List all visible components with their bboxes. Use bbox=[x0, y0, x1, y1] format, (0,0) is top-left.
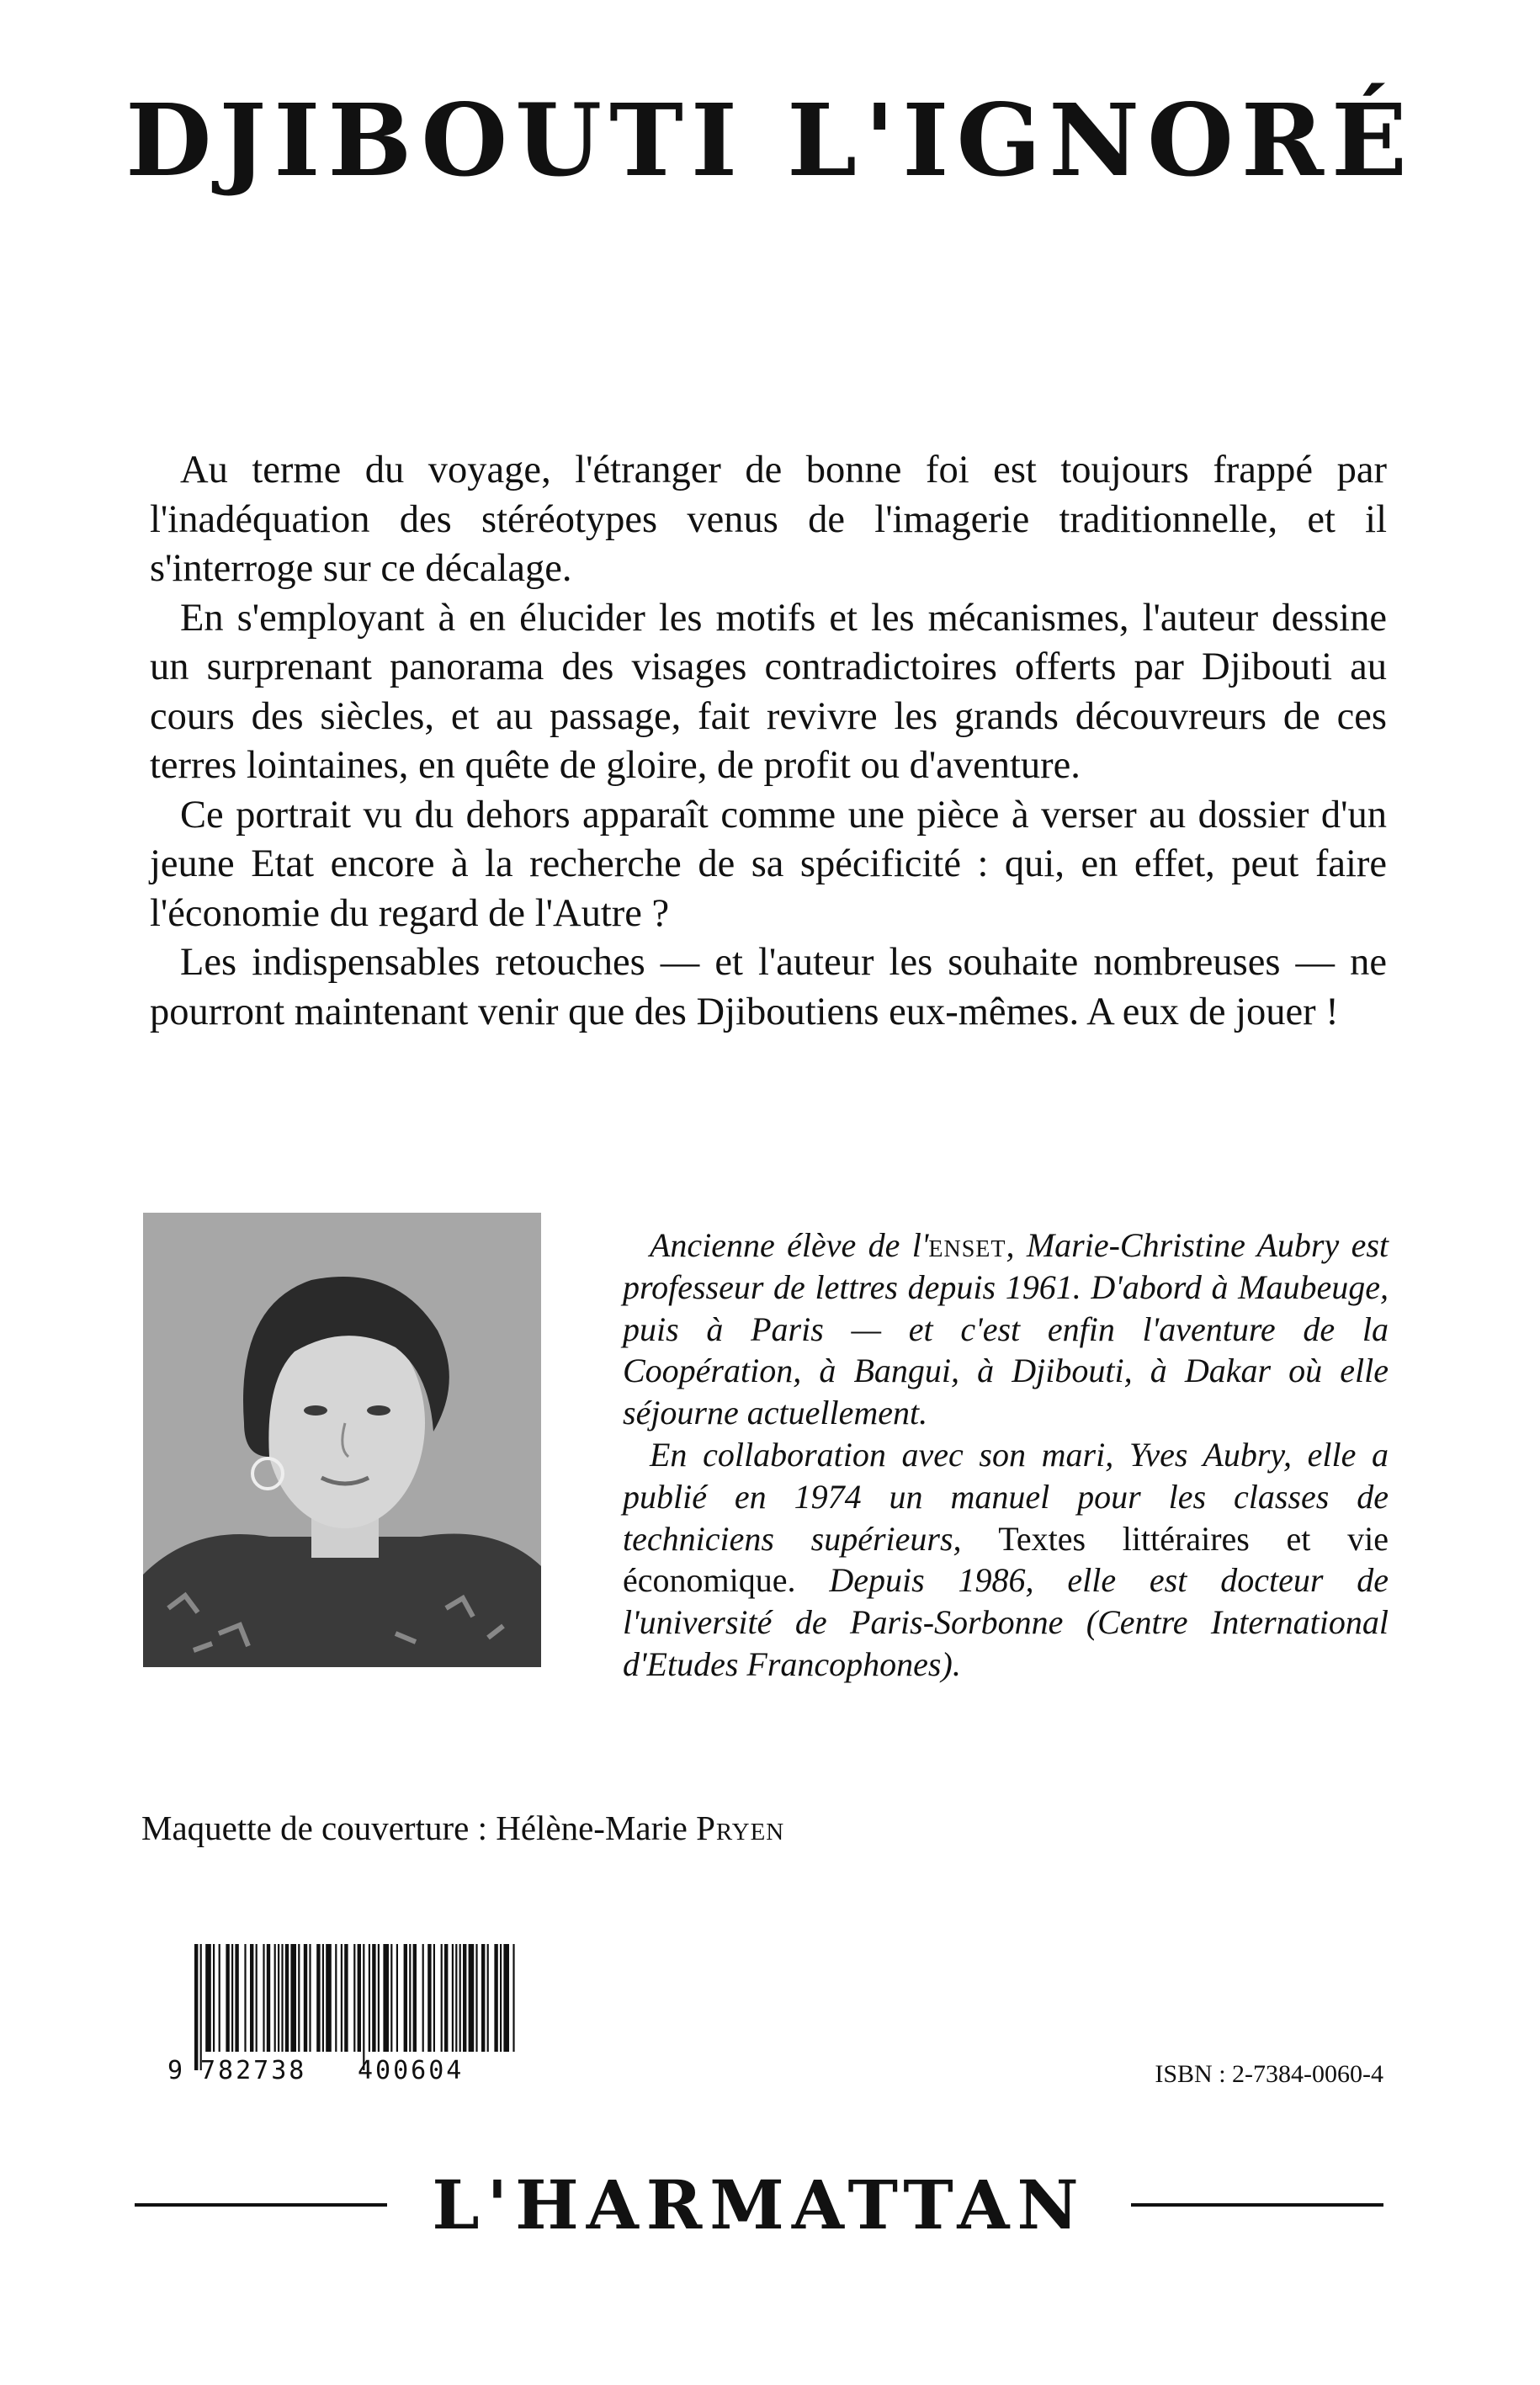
blurb-paragraph-3: Ce portrait vu du dehors apparaît comme une pièce à verser au dossier d'un jeune Etat encore à la recherche de sa spécificité : qui, en effet, peut faire l'économie du regard de l'Autre ? bbox=[150, 793, 1387, 935]
barcode-bar bbox=[383, 1944, 389, 2052]
left-rule bbox=[135, 2203, 387, 2207]
cover-design-credit: Maquette de couverture : Hélène-Marie Pryen bbox=[141, 1809, 785, 1847]
barcode-bar bbox=[322, 1944, 324, 2052]
back-cover-blurb bbox=[150, 446, 1387, 1037]
barcode-bar bbox=[290, 1944, 296, 2052]
barcode-graphic bbox=[162, 1944, 524, 2083]
publisher-name: L'HARMATTAN bbox=[432, 2165, 1086, 2244]
barcode-bar bbox=[285, 1944, 289, 2052]
school-name: enset bbox=[928, 1226, 1006, 1264]
barcode-bars bbox=[194, 1944, 515, 2070]
barcode-bar bbox=[267, 1944, 270, 2052]
barcode-bar bbox=[250, 1944, 253, 2052]
barcode-bar bbox=[372, 1944, 375, 2052]
blurb-paragraph-2: En s'employant à en élucider les motifs et les mécanismes, l'auteur dessine un surprenant panorama des visages contradictoires offerts par Djibouti au cours des siècles, et au passage, fait revivre les grands découvreurs de ces terres lointaines, en quête de gloire, de profit ou d'aventure. bbox=[150, 596, 1387, 787]
barcode-bar bbox=[358, 1944, 361, 2052]
barcode-bar bbox=[316, 1944, 320, 2052]
barcode-bar bbox=[452, 1944, 454, 2052]
barcode-bar bbox=[335, 1944, 337, 2052]
barcode-bar bbox=[353, 1944, 355, 2052]
barcode-bar bbox=[304, 1944, 307, 2052]
barcode-bar bbox=[298, 1944, 300, 2052]
barcode-bar bbox=[226, 1944, 229, 2052]
barcode-bar bbox=[219, 1944, 220, 2052]
barcode-bar bbox=[341, 1944, 343, 2052]
barcode-bar bbox=[231, 1944, 233, 2052]
book-reference: Textes littéraires et vie économique. bbox=[623, 1519, 1389, 1600]
publisher-banner bbox=[135, 2165, 1383, 2244]
barcode-bar bbox=[444, 1944, 448, 2052]
barcode-bar bbox=[512, 1944, 514, 2052]
barcode-bar bbox=[459, 1944, 461, 2052]
barcode-bar bbox=[500, 1944, 502, 2052]
barcode-digits-right: 400604 bbox=[358, 2056, 465, 2083]
author-portrait-image bbox=[143, 1213, 541, 1667]
barcode-bar bbox=[281, 1944, 283, 2052]
barcode-bar bbox=[503, 1944, 509, 2052]
author-photo bbox=[143, 1213, 541, 1667]
barcode-bar bbox=[413, 1944, 417, 2052]
barcode-bar bbox=[205, 1944, 211, 2052]
isbn-number: ISBN : 2-7384-0060-4 bbox=[1155, 2060, 1383, 2088]
barcode-bar bbox=[235, 1944, 238, 2052]
barcode-bar bbox=[263, 1944, 264, 2052]
barcode-bar bbox=[469, 1944, 475, 2052]
blurb-paragraph-1: Au terme du voyage, l'étranger de bonne foi est toujours frappé par l'inadéquation des stéréotypes venus de l'imagerie traditionnelle, et il s'interroge sur ce décalage. bbox=[150, 449, 1387, 590]
barcode-bar bbox=[256, 1944, 258, 2052]
barcode-bar bbox=[481, 1944, 485, 2052]
barcode-bar bbox=[427, 1944, 431, 2052]
barcode-bar bbox=[278, 1944, 279, 2052]
barcode-bar bbox=[244, 1944, 246, 2052]
right-rule bbox=[1131, 2203, 1383, 2207]
barcode-bar bbox=[390, 1944, 392, 2052]
barcode-bar bbox=[475, 1944, 477, 2052]
barcode-bar bbox=[494, 1944, 497, 2052]
bio-paragraph-2: En collaboration avec son mari, Yves Aubry, elle a publié en 1974 un manuel pour les classes de techniciens supérieurs, Textes littéraires et vie économique. Depuis 1986, elle est docteur de l'université de Paris-Sorbonne (Centre International d'Etudes Francophones). bbox=[623, 1435, 1389, 1683]
barcode-bar bbox=[363, 1944, 364, 2070]
barcode-bar bbox=[194, 1944, 198, 2070]
barcode-bar bbox=[422, 1944, 424, 2052]
barcode-bar bbox=[369, 1944, 370, 2052]
barcode-bar bbox=[200, 1944, 202, 2070]
barcode-bar bbox=[378, 1944, 380, 2052]
barcode-bar bbox=[455, 1944, 457, 2052]
blurb-paragraph-4: Les indispensables retouches — et l'auteur les souhaite nombreuses — ne pourront maintenant venir que des Djiboutiens eux-mêmes. A eux de jouer ! bbox=[150, 941, 1387, 1033]
barcode-bar bbox=[326, 1944, 332, 2052]
barcode-bar bbox=[433, 1944, 435, 2052]
barcode-digits-left: 782738 bbox=[200, 2056, 307, 2083]
barcode-bar bbox=[396, 1944, 398, 2052]
isbn-barcode bbox=[162, 1944, 524, 2083]
designer-surname: Pryen bbox=[696, 1809, 785, 1847]
barcode-bar bbox=[463, 1944, 466, 2052]
barcode-digit-prefix: 9 bbox=[167, 2056, 183, 2083]
barcode-bar bbox=[441, 1944, 443, 2052]
barcode-bar bbox=[344, 1944, 348, 2052]
barcode-bar bbox=[487, 1944, 489, 2052]
author-biography bbox=[623, 1224, 1389, 1686]
barcode-bar bbox=[404, 1944, 407, 2052]
bio-paragraph-1: Ancienne élève de l'enset, Marie-Christine Aubry est professeur de lettres depuis 1961. D'abord à Maubeuge, puis à Paris — et c'est enfin l'aventure de la Coopération, à Bangui, à Djibouti, à Dakar où elle séjourne actuellement. bbox=[623, 1226, 1389, 1432]
barcode-bar bbox=[409, 1944, 411, 2052]
barcode-bar bbox=[213, 1944, 215, 2052]
book-title: DJIBOUTI L'IGNORÉ bbox=[125, 82, 1415, 199]
barcode-bar bbox=[309, 1944, 311, 2052]
barcode-bar bbox=[274, 1944, 276, 2052]
